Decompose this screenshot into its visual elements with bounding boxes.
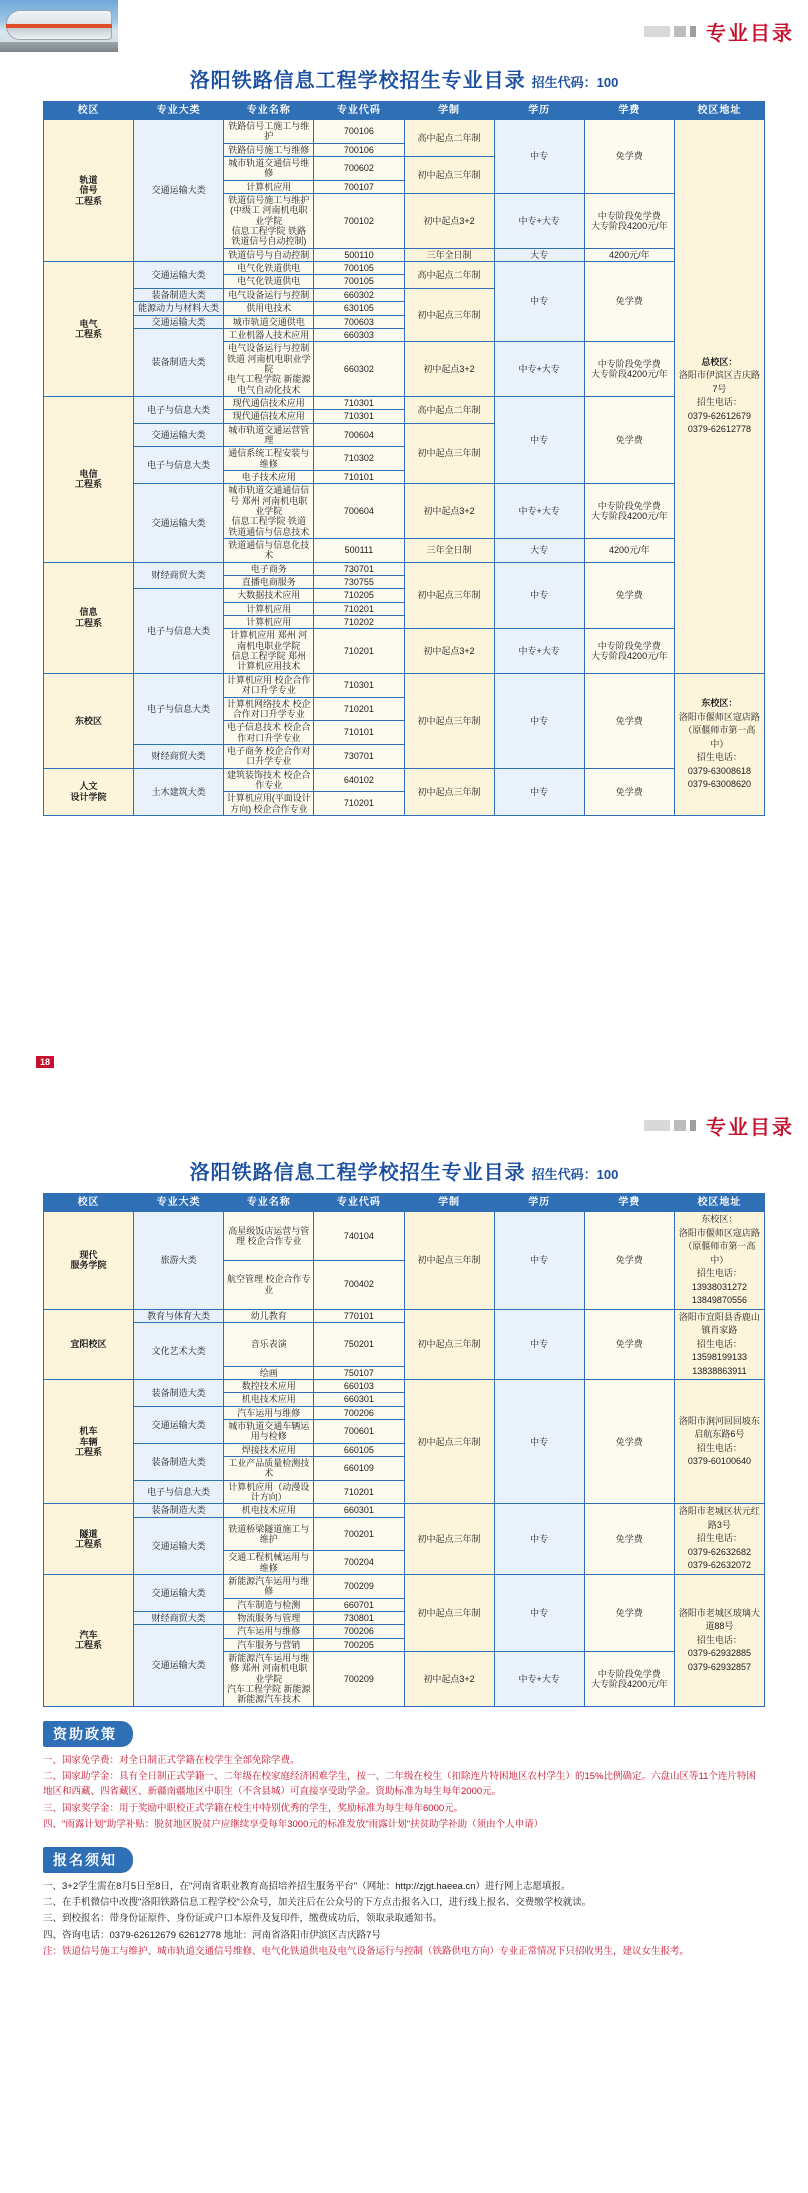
page-number: 18 [36,1056,54,1068]
cell-fee: 免学费 [584,1504,674,1575]
table-row [44,562,765,575]
cell-level: 中专 [494,1504,584,1575]
cell-major-group: 电子与信息大类 [134,1480,224,1504]
cell-fee: 4200元/年 [584,539,674,563]
table-header-row [44,1194,765,1212]
cell-level: 中专 [494,673,584,768]
cell-years: 初中起点三年制 [404,423,494,484]
cell-years: 初中起点三年制 [404,673,494,768]
cell-years: 初中起点三年制 [404,288,494,341]
cell-level: 中专+大专 [494,194,584,249]
th-major-name: 专业名称 [224,102,314,120]
cell-major-name: 电气化铁道供电 [224,262,314,275]
cell-major-code: 700209 [314,1652,404,1707]
cell-years: 初中起点3+2 [404,342,494,397]
cell-fee: 免学费 [584,120,674,194]
cell-major-name: 新能源汽车运用与维修 [224,1574,314,1598]
section-title-strip [644,16,808,46]
cell-major-group: 旅游大类 [134,1212,224,1310]
cell-major-code: 730701 [314,562,404,575]
th-fee: 学费 [584,1194,674,1212]
section-title-2: 专业目录 [706,1116,794,1139]
page-2 [0,1096,808,2193]
strip-seg-1 [644,26,670,37]
cell-level: 中专 [494,1574,584,1651]
cell-major-code: 710302 [314,447,404,471]
table-row [44,1380,765,1393]
cell-major-name: 城市轨道交通供电 [224,315,314,328]
cell-major-code: 660303 [314,328,404,341]
table-row [44,1504,765,1517]
cell-major-code: 700601 [314,1420,404,1444]
policy-item-3: 三、国家奖学金：用于奖励中职校正式学籍在校生中特别优秀的学生，奖励标准为每生每年6000元。 [43,1802,464,1814]
cell-level: 大专 [494,248,584,261]
cell-major-name: 音乐表演 [224,1322,314,1366]
cell-major-name: 计算机应用（动漫设计方向） [224,1480,314,1504]
cell-major-code: 700106 [314,120,404,144]
th-group: 专业大类 [134,1194,224,1212]
cell-major-group: 装备制造大类 [134,328,224,396]
cell-level: 中专+大专 [494,342,584,397]
table-row [44,673,765,697]
cell-campus: 隧道 工程系 [44,1504,134,1575]
policy-item-1: 一、国家免学费：对全日制正式学籍在校学生全部免除学费。 [43,1754,300,1766]
cell-major-name: 铁道桥梁隧道施工与维护 [224,1517,314,1550]
cell-major-code: 710301 [314,410,404,423]
th-group: 专业大类 [134,102,224,120]
th-major-name: 专业名称 [224,1194,314,1212]
cell-years: 高中起点二年制 [404,396,494,423]
th-address: 校区地址 [674,102,764,120]
th-level: 学历 [494,1194,584,1212]
cell-level: 中专 [494,768,584,815]
cell-major-name: 计算机应用 [224,180,314,193]
cell-major-name: 幼儿教育 [224,1309,314,1322]
strip-seg-2 [674,1120,686,1131]
cell-years: 初中起点3+2 [404,629,494,673]
cell-major-name: 电气设备运行与控制 铁道 河南机电职业学院 电气工程学院 新能源 电气自动化技术 [224,342,314,397]
cell-major-name: 汽车制造与检测 [224,1598,314,1611]
cell-fee: 中专阶段免学费 大专阶段4200元/年 [584,629,674,673]
cell-years: 初中起点3+2 [404,1652,494,1707]
cell-major-code: 660302 [314,342,404,397]
cell-major-name: 物流服务与管理 [224,1611,314,1624]
cell-major-group: 交通运输大类 [134,120,224,262]
notice-item-1: 一、3+2学生需在8月5日至8日，在"河南省职业教育高招培养招生服务平台"（网址：http://zjgt.haeea.cn）进行网上志愿填报。 [43,1880,571,1892]
cell-major-group: 交通运输大类 [134,1406,224,1443]
cell-major-group: 交通运输大类 [134,1625,224,1706]
cell-major-code: 700604 [314,484,404,539]
strip-seg-3 [690,1120,696,1131]
notice-item-4: 四、咨询电话：0379-62612679 62612778 地址：河南省洛阳市伊滨区吉庆路7号 [43,1929,381,1941]
cell-major-name: 城市轨道交通运营管理 [224,423,314,447]
cell-campus: 信息 工程系 [44,562,134,673]
cell-major-name: 电气化铁道供电 [224,275,314,288]
page2-top-bar [0,1096,808,1152]
cell-major-code: 500110 [314,248,404,261]
cell-major-code: 700205 [314,1638,404,1651]
cell-major-name: 机电技术应用 [224,1504,314,1517]
cell-years: 初中起点三年制 [404,768,494,815]
cell-fee: 免学费 [584,1574,674,1651]
cell-major-name: 汽车运用与维修 [224,1625,314,1638]
cell-years: 三年全日制 [404,539,494,563]
cell-campus: 轨道 信号 工程系 [44,120,134,262]
cell-level: 中专 [494,120,584,194]
cell-major-name: 新能源汽车运用与维修 郑州 河南机电职业学院 汽车工程学院 新能源 新能源汽车技术 [224,1652,314,1707]
cell-major-name: 电子商务 校企合作对口升学专业 [224,744,314,768]
cell-major-group: 财经商贸大类 [134,1611,224,1624]
cell-major-code: 700602 [314,157,404,181]
cell-campus: 东校区 [44,673,134,768]
cell-major-name: 计算机应用 校企合作对口升学专业 [224,673,314,697]
cell-major-name: 机电技术应用 [224,1393,314,1406]
cell-major-name: 计算机应用(平面设计方向) 校企合作专业 [224,792,314,816]
cell-major-name: 电气设备运行与控制 [224,288,314,301]
cell-campus-address: 总校区： 洛阳市伊滨区吉庆路7号 招生电话： 0379-62612679 0379-62612778 [674,120,764,674]
application-notice-body [43,1879,765,1960]
cell-major-name: 直播电商服务 [224,576,314,589]
cell-major-code: 700105 [314,275,404,288]
cell-major-code: 710201 [314,602,404,615]
cell-level: 中专+大专 [494,1652,584,1707]
cell-years: 三年全日制 [404,248,494,261]
cell-level: 中专 [494,562,584,629]
cell-major-name: 建筑装饰技术 校企合作专业 [224,768,314,792]
application-notice-title: 报名须知 [43,1847,133,1873]
cell-major-code: 710101 [314,721,404,745]
cell-major-name: 供用电技术 [224,302,314,315]
table-row [44,120,765,144]
cell-level: 中专+大专 [494,484,584,539]
cell-level: 中专 [494,396,584,483]
th-campus: 校区 [44,102,134,120]
cell-major-group: 能源动力与材料大类 [134,302,224,315]
cell-major-group: 财经商贸大类 [134,562,224,589]
page-1 [0,0,808,1096]
application-notice-section [43,1847,765,1960]
cell-major-name: 汽车运用与维修 [224,1406,314,1419]
cell-major-group: 电子与信息大类 [134,396,224,423]
th-address: 校区地址 [674,1194,764,1212]
strip-seg-2 [674,26,686,37]
cell-major-code: 710201 [314,697,404,721]
page-title-2: 洛阳铁路信息工程学校招生专业目录 [189,1162,526,1184]
th-level: 学历 [494,102,584,120]
strip-seg-1 [644,1120,670,1131]
funding-policy-body [43,1753,765,1833]
cell-major-code: 710202 [314,616,404,629]
cell-level: 中专 [494,1212,584,1310]
cell-major-name: 计算机网络技术 校企合作对口升学专业 [224,697,314,721]
funding-policy-title: 资助政策 [43,1721,133,1747]
cell-major-group: 交通运输大类 [134,1574,224,1611]
cell-level: 大专 [494,539,584,563]
table-row [44,768,765,792]
table-row [44,1212,765,1261]
cell-major-group: 装备制造大类 [134,288,224,301]
cell-major-group: 土木建筑大类 [134,768,224,815]
cell-fee: 免学费 [584,1212,674,1310]
cell-major-name: 铁路信号施工与维修 [224,143,314,156]
table-header-row [44,102,765,120]
cell-years: 初中起点三年制 [404,1309,494,1380]
cell-major-name: 城市轨道交通信号维修 [224,157,314,181]
cell-major-group: 交通运输大类 [134,423,224,447]
cell-major-name: 现代通信技术应用 [224,396,314,409]
cell-major-group: 装备制造大类 [134,1504,224,1517]
cell-major-name: 计算机应用 [224,602,314,615]
cell-major-name: 城市轨道交通车辆运用与检修 [224,1420,314,1444]
cell-major-code: 700604 [314,423,404,447]
cell-fee: 免学费 [584,262,674,342]
cell-major-code: 710101 [314,470,404,483]
section-title: 专业目录 [706,22,794,45]
cell-major-code: 660302 [314,288,404,301]
cell-campus: 人文 设计学院 [44,768,134,815]
cell-fee: 4200元/年 [584,248,674,261]
cell-major-code: 730801 [314,1611,404,1624]
cell-years: 初中起点三年制 [404,1574,494,1651]
cell-major-code: 660109 [314,1457,404,1481]
cell-major-code: 660105 [314,1443,404,1456]
cell-major-code: 700402 [314,1260,404,1309]
cell-campus-address: 东校区： 洛阳市偃师区寇店路 （原偃师市第一高中） 招生电话： 0379-63008618 0379-63008620 [674,673,764,815]
cell-major-code: 740104 [314,1212,404,1261]
cell-campus: 汽车 工程系 [44,1574,134,1706]
cell-campus: 机车 车辆 工程系 [44,1380,134,1504]
cell-major-name: 绘画 [224,1366,314,1379]
rail-shape [0,42,118,52]
cell-fee: 免学费 [584,562,674,629]
notice-item-2: 二、在手机微信中改搜"洛阳铁路信息工程学校"公众号，加关注后在公众号的下方点击报名入口，进行线上报名、交费缴学校就读。 [43,1896,592,1908]
table-row [44,1574,765,1598]
cell-campus-address: 洛阳市涧河回回坡东 启航东路6号 招生电话： 0379-60100640 [674,1380,764,1504]
train-stripe [6,24,112,28]
policy-item-2: 二、国家助学金：具有全日制正式学籍一、二年级在校家庭经济困难学生，按一、二年级在校生（扣除连片特困地区农村学生）的15%比例确定。六盘山区等11个连片特困地区和西藏、四省藏区、新疆南疆地区中职生（不含县城）可直接享受助学金。资助标准为每生每年2000元。 [43,1771,756,1798]
cell-major-code: 710201 [314,1480,404,1504]
table-row [44,262,765,275]
cell-major-group: 装备制造大类 [134,1443,224,1480]
admission-code-2: 招生代码：100 [531,1167,619,1182]
cell-major-name: 工业产品质量检测技术 [224,1457,314,1481]
cell-fee: 中专阶段免学费 大专阶段4200元/年 [584,342,674,397]
cell-major-code: 700106 [314,143,404,156]
cell-major-name: 通信系统工程安装与维修 [224,447,314,471]
cell-major-code: 700102 [314,194,404,249]
cell-major-name: 现代通信技术应用 [224,410,314,423]
cell-major-name: 工业机器人技术应用 [224,328,314,341]
cell-major-name: 汽车服务与营销 [224,1638,314,1651]
cell-major-code: 750107 [314,1366,404,1379]
page1-top-bar [0,0,808,60]
cell-major-code: 730701 [314,744,404,768]
th-major-code: 专业代码 [314,102,404,120]
cell-years: 高中起点二年制 [404,262,494,289]
funding-policy-section [43,1721,765,1833]
train-photo [0,0,118,52]
cell-major-group: 电子与信息大类 [134,589,224,673]
table-row [44,1309,765,1322]
cell-major-name: 电子商务 [224,562,314,575]
cell-major-name: 航空管理 校企合作专业 [224,1260,314,1309]
cell-major-code: 700206 [314,1625,404,1638]
cell-major-code: 660301 [314,1504,404,1517]
cell-level: 中专 [494,262,584,342]
strip-seg-3 [690,26,696,37]
cell-major-name: 高星级饭店运营与管理 校企合作专业 [224,1212,314,1261]
cell-major-group: 交通运输大类 [134,1517,224,1574]
cell-campus: 宜阳校区 [44,1309,134,1380]
page-title: 洛阳铁路信息工程学校招生专业目录 [189,70,526,92]
cell-major-group: 交通运输大类 [134,315,224,328]
section-title-strip-2 [644,1110,808,1140]
cell-major-name: 铁道信号施工与维护(中级工 河南机电职业学院 信息工程学院 铁路 铁道信号自动控制) [224,194,314,249]
cell-major-name: 电子技术应用 [224,470,314,483]
cell-campus-address: 洛阳市老城区状元红路3号 招生电话： 0379-62632682 0379-62632072 [674,1504,764,1575]
cell-campus-address: 洛阳市宜阳县香鹿山镇肖家路 招生电话： 13598199133 13838863911 [674,1309,764,1380]
cell-major-code: 660301 [314,1393,404,1406]
cell-major-name: 电子信息技术 校企合作对口升学专业 [224,721,314,745]
cell-level: 中专 [494,1309,584,1380]
cell-major-name: 铁路信号工施工与维护 [224,120,314,144]
cell-major-group: 交通运输大类 [134,484,224,562]
cell-fee: 中专阶段免学费 大专阶段4200元/年 [584,194,674,249]
cell-major-code: 500111 [314,539,404,563]
cell-major-code: 700204 [314,1551,404,1575]
cell-level: 中专+大专 [494,629,584,673]
cell-major-group: 交通运输大类 [134,262,224,289]
cell-fee: 免学费 [584,1380,674,1504]
cell-fee: 中专阶段免学费 大专阶段4200元/年 [584,1652,674,1707]
cell-fee: 免学费 [584,396,674,483]
cell-years: 初中起点三年制 [404,562,494,629]
cell-major-name: 数控技术应用 [224,1380,314,1393]
cell-years: 初中起点三年制 [404,1504,494,1575]
cell-major-name: 铁道通信与信息化技术 [224,539,314,563]
table-row [44,396,765,409]
policy-item-4: 四、"雨露计划"助学补贴：脱贫地区脱贫户应继续享受每年3000元的标准发放"雨露计划"扶贫助学补助（须由个人申请） [43,1819,544,1831]
cell-major-code: 730755 [314,576,404,589]
cell-major-group: 财经商贸大类 [134,744,224,768]
cell-major-name: 大数据技术应用 [224,589,314,602]
page2-heading [0,1156,808,1185]
cell-major-code: 710301 [314,673,404,697]
cell-major-name: 城市轨道交通通信信号 郑州 河南机电职业学院 信息工程学院 铁道 铁道通信与信息技术 [224,484,314,539]
cell-major-code: 770101 [314,1309,404,1322]
th-campus: 校区 [44,1194,134,1212]
cell-level: 中专 [494,1380,584,1504]
cell-major-code: 700105 [314,262,404,275]
cell-major-name: 交通工程机械运用与维修 [224,1551,314,1575]
cell-major-code: 660103 [314,1380,404,1393]
cell-major-name: 计算机应用 郑州 河南机电职业学院 信息工程学院 郑州 计算机应用技术 [224,629,314,673]
cell-major-group: 文化艺术大类 [134,1322,224,1379]
th-fee: 学费 [584,102,674,120]
cell-fee: 免学费 [584,768,674,815]
cell-fee: 免学费 [584,1309,674,1380]
cell-major-code: 700603 [314,315,404,328]
th-major-code: 专业代码 [314,1194,404,1212]
cell-major-code: 630105 [314,302,404,315]
cell-years: 初中起点3+2 [404,484,494,539]
major-catalog-table-page2 [43,1193,765,1707]
cell-years: 高中起点二年制 [404,120,494,157]
page1-heading [0,64,808,93]
th-years: 学制 [404,1194,494,1212]
cell-major-code: 700209 [314,1574,404,1598]
table-row [44,484,765,539]
cell-major-group: 教育与体育大类 [134,1309,224,1322]
cell-major-name: 铁道信号与自动控制 [224,248,314,261]
cell-fee: 中专阶段免学费 大专阶段4200元/年 [584,484,674,539]
cell-major-code: 660701 [314,1598,404,1611]
cell-major-code: 710301 [314,396,404,409]
cell-major-name: 焊接技术应用 [224,1443,314,1456]
notice-item-3: 三、到校报名：带身份证原件、身份证或户口本原件及复印件，缴费成功后，领取录取通知书。 [43,1913,443,1925]
cell-major-group: 装备制造大类 [134,1380,224,1407]
cell-years: 初中起点三年制 [404,1380,494,1504]
cell-major-code: 700206 [314,1406,404,1419]
major-catalog-table-page1 [43,101,765,816]
cell-campus-address: 洛阳市老城区玻璃大道88号 招生电话： 0379-62932885 0379-62932857 [674,1574,764,1706]
th-years: 学制 [404,102,494,120]
cell-years: 初中起点3+2 [404,194,494,249]
cell-campus-address: 东校区： 洛阳市偃师区寇店路（原偃师市第一高中） 招生电话： 13938031272 13849870556 [674,1212,764,1310]
cell-major-code: 700201 [314,1517,404,1550]
cell-major-code: 710201 [314,792,404,816]
cell-major-group: 电子与信息大类 [134,673,224,744]
cell-years: 初中起点三年制 [404,1212,494,1310]
cell-campus: 现代 服务学院 [44,1212,134,1310]
cell-major-code: 710201 [314,629,404,673]
cell-major-code: 700107 [314,180,404,193]
admission-code: 招生代码：100 [531,75,619,90]
cell-major-code: 710205 [314,589,404,602]
cell-campus: 电气 工程系 [44,262,134,397]
cell-major-group: 电子与信息大类 [134,447,224,484]
cell-major-code: 640102 [314,768,404,792]
cell-campus: 电信 工程系 [44,396,134,562]
cell-major-code: 750201 [314,1322,404,1366]
cell-fee: 免学费 [584,673,674,768]
cell-major-name: 计算机应用 [224,616,314,629]
cell-years: 初中起点三年制 [404,157,494,194]
notice-item-5: 注：铁道信号施工与维护、城市轨道交通信号维修、电气化铁道供电及电气设备运行与控制（铁路供电方向）专业正常情况下只招收男生，建议女生报考。 [43,1946,690,1958]
